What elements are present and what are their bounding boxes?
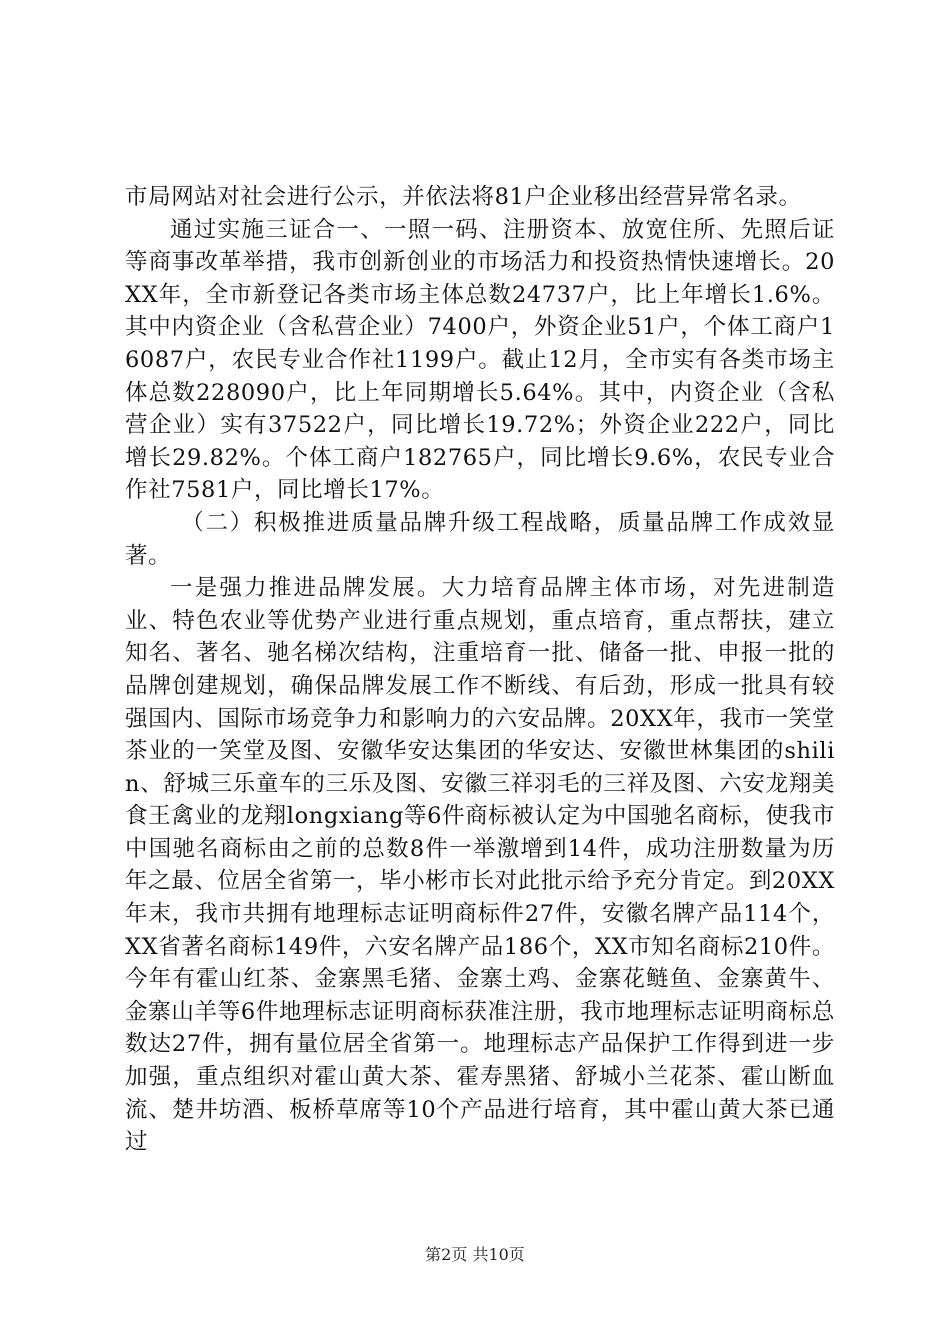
section-heading-quality-brand: （二）积极推进质量品牌升级工程战略，质量品牌工作成效显著。: [125, 509, 835, 569]
paragraph-brand-development: 一是强力推进品牌发展。大力培育品牌主体市场，对先进制造业、特色农业等优势产业进行重点规划，重点培育，重点帮扶，建立知名、著名、驰名梯次结构，注重培育一批、储备一批、申报一批的品牌创建规划，确保品牌发展工作不断线、有后劲，形成一批具有较强国内、国际市场竞争力和影响力的六安品牌。20XX年，我市一笑堂茶业的一笑堂及图、安徽华安达集团的华安达、安徽世林集团的shilin、舒城三乐童车的三乐及图、安徽三祥羽毛的三祥及图、六安龙翔美食王禽业的龙翔longxiang等6件商标被认定为中国驰名商标，使我市中国驰名商标由之前的总数8件一举激增到14件，成功注册数量为历年之最、位居全省第一，毕小彬市长对此批示给予充分肯定。到20XX年末，我市共拥有地理标志证明商标件27件，安徽名牌产品114个，XX省著名商标149件，六安名牌产品186个，XX市知名商标210件。今年有霍山红茶、金寨黑毛猪、金寨土鸡、金寨花鲢鱼、金寨黄牛、金寨山羊等6件地理标志证明商标获准注册，我市地理标志证明商标总数达27件，拥有量位居全省第一。地理标志产品保护工作得到进一步加强，重点组织对霍山黄大茶、霍寿黑猪、舒城小兰花茶、霍山断血流、楚井坊酒、板桥草席等10个产品进行培育，其中霍山黄大茶已通过: [125, 575, 835, 1156]
paragraph-continuation: 市局网站对社会进行公示，并依法将81户企业移出经营异常名录。: [125, 184, 802, 210]
document-body: [125, 181, 835, 1159]
page-footer: 第2页 共10页: [425, 1245, 525, 1264]
paragraph-reform-results: 通过实施三证合一、一照一码、注册资本、放宽住所、先照后证等商事改革举措，我市创新创业的市场活力和投资热情快速增长。20XX年，全市新登记各类市场主体总数24737户，比上年增长1.6%。其中内资企业（含私营企业）7400户，外资企业51户，个体工商户16087户，农民专业合作社1199户。截止12月，全市实有各类市场主体总数228090户，比上年同期增长5.64%。其中，内资企业（含私营企业）实有37522户，同比增长19.72%；外资企业222户，同比增长29.82%。个体工商户182765户，同比增长9.6%，农民专业合作社7581户，同比增长17%。: [125, 216, 835, 504]
